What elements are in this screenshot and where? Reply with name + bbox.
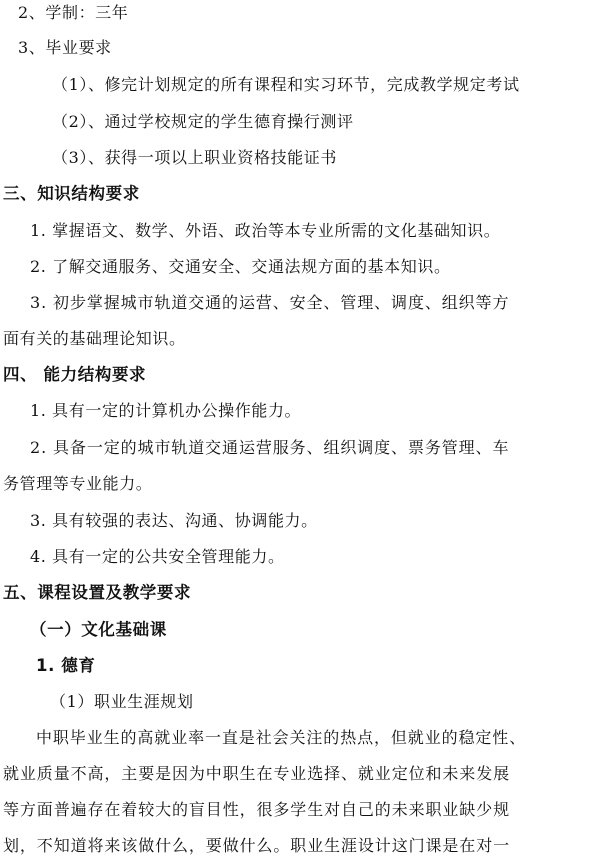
moral-education-heading: 1. 德育 <box>36 656 96 675</box>
section-5-heading: 五、课程设置及教学要求 <box>3 583 192 602</box>
paragraph-line-3: 等方面普遍存在着较大的盲目性，很多学生对自己的未来职业缺少规 <box>3 800 511 819</box>
requirement-item-1: （1）、修完计划规定的所有课程和实习环节，完成教学规定考试 <box>52 75 520 94</box>
paragraph-line-2: 就业质量不高，主要是因为中职生在专业选择、就业定位和未来发展 <box>3 764 511 783</box>
ability-item-4: 4. 具有一定的公共安全管理能力。 <box>30 547 285 566</box>
ability-item-3: 3. 具有较强的表达、沟通、协调能力。 <box>30 511 318 530</box>
knowledge-item-3: 3. 初步掌握城市轨道交通的运营、安全、管理、调度、组织等方 <box>30 293 510 312</box>
career-planning-heading: （1）职业生涯规划 <box>50 692 194 711</box>
subsection-culture-basic-heading: （一）文化基础课 <box>30 620 167 639</box>
school-length-line: 2、学制：三年 <box>18 3 129 22</box>
requirement-item-2: （2）、通过学校规定的学生德育操行测评 <box>52 112 354 131</box>
paragraph-line-4: 划，不知道将来该做什么，要做什么。职业生涯设计这门课是在对一 <box>3 836 511 855</box>
graduation-requirements-heading: 3、毕业要求 <box>18 38 112 57</box>
section-3-heading: 三、知识结构要求 <box>3 184 140 203</box>
ability-item-1: 1. 具有一定的计算机办公操作能力。 <box>30 401 302 420</box>
ability-item-2-cont: 务管理等专业能力。 <box>3 474 153 493</box>
knowledge-item-1: 1. 掌握语文、数学、外语、政治等本专业所需的文化基础知识。 <box>30 221 501 240</box>
requirement-item-3: （3）、获得一项以上职业资格技能证书 <box>52 148 337 167</box>
section-4-heading: 四、 能力结构要求 <box>3 365 147 384</box>
ability-item-2: 2. 具备一定的城市轨道交通运营服务、组织调度、票务管理、车 <box>30 438 510 457</box>
knowledge-item-3-cont: 面有关的基础理论知识。 <box>3 329 186 348</box>
paragraph-line-1: 中职毕业生的高就业率一直是社会关注的热点，但就业的稳定性、 <box>36 728 527 747</box>
knowledge-item-2: 2. 了解交通服务、交通安全、交通法规方面的基本知识。 <box>30 257 451 276</box>
